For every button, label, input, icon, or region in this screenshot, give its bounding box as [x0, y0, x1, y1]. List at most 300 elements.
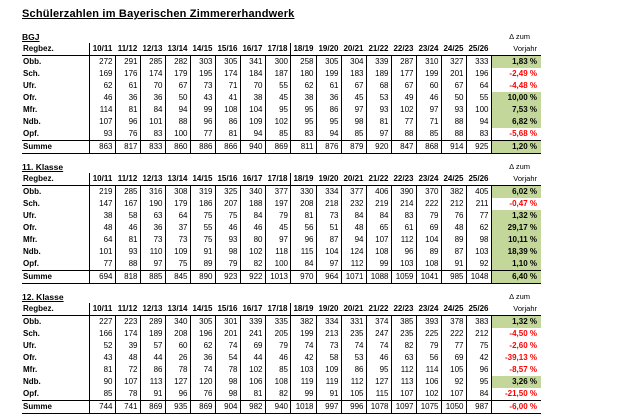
value-cell: 860 [165, 141, 190, 154]
column-header-regbez: Regbez. [22, 43, 90, 56]
value-cell: 73 [316, 210, 341, 222]
value-cell: 85 [341, 128, 366, 141]
value-cell: 316 [140, 186, 165, 199]
value-cell: 62 [291, 80, 317, 92]
value-cell: 102 [240, 246, 265, 258]
value-cell: 105 [441, 364, 466, 376]
value-cell: 339 [240, 316, 265, 329]
value-cell: 101 [90, 246, 116, 258]
value-cell: 987 [466, 401, 491, 414]
value-cell: 920 [366, 141, 391, 154]
value-cell: 817 [115, 141, 140, 154]
value-cell: 304 [341, 56, 366, 69]
column-header-year: 13/14 [167, 174, 188, 183]
value-cell: 77 [90, 258, 116, 271]
value-cell: 81 [240, 388, 265, 401]
value-cell: 925 [466, 141, 491, 154]
value-cell: 922 [240, 271, 265, 284]
row-label: Sch. [22, 198, 90, 210]
value-cell: 90 [90, 376, 116, 388]
value-cell: 378 [441, 316, 466, 329]
column-header-vorjahr: Vorjahr [513, 44, 537, 53]
value-cell: 741 [115, 401, 140, 414]
value-cell: 222 [416, 198, 441, 210]
value-cell: 48 [341, 222, 366, 234]
value-cell: 335 [265, 316, 291, 329]
value-cell: 997 [316, 401, 341, 414]
value-cell: 86 [341, 364, 366, 376]
column-header-year: 22/23 [393, 174, 414, 183]
value-cell: 46 [90, 92, 116, 104]
section-label: 11. Klasse [22, 162, 64, 172]
value-cell: 81 [115, 104, 140, 116]
value-cell: 78 [115, 388, 140, 401]
value-cell: 187 [265, 68, 291, 80]
value-cell: 110 [140, 246, 165, 258]
value-cell: 81 [215, 128, 240, 141]
value-cell: 112 [341, 376, 366, 388]
value-cell: 301 [215, 316, 240, 329]
value-cell: 112 [341, 258, 366, 271]
klasse-12-table [22, 303, 541, 414]
value-cell: 107 [90, 116, 116, 128]
value-cell: 95 [366, 364, 391, 376]
column-header-year: 15/16 [217, 304, 238, 313]
value-cell: 44 [140, 352, 165, 364]
delta-cell: 1,32 % [491, 316, 541, 329]
value-cell: 36 [115, 92, 140, 104]
table-row [22, 328, 541, 340]
value-cell: 46 [115, 222, 140, 234]
value-cell: 50 [165, 92, 190, 104]
column-header-year: 14/15 [192, 304, 213, 313]
value-cell: 74 [215, 340, 240, 352]
value-cell: 73 [165, 234, 190, 246]
column-header-year: 18/19 [293, 44, 314, 53]
value-cell: 1048 [466, 271, 491, 284]
value-cell: 1013 [265, 271, 291, 284]
delta-cell: 1,32 % [491, 210, 541, 222]
value-cell: 79 [265, 210, 291, 222]
value-cell: 109 [165, 246, 190, 258]
value-cell: 77 [391, 116, 416, 128]
row-label: Ndb. [22, 246, 90, 258]
table-row [22, 56, 541, 69]
table-row [22, 186, 541, 199]
value-cell: 53 [341, 352, 366, 364]
column-header-year: 21/22 [368, 304, 389, 313]
value-cell: 222 [441, 328, 466, 340]
value-cell: 84 [341, 210, 366, 222]
value-cell: 339 [366, 56, 391, 69]
delta-cell: 6,40 % [491, 271, 541, 284]
table-row [22, 210, 541, 222]
delta-cell: -5,68 % [509, 129, 537, 138]
value-cell: 65 [366, 222, 391, 234]
table-row [22, 116, 541, 128]
value-cell: 94 [165, 104, 190, 116]
value-cell: 86 [215, 116, 240, 128]
table-row [22, 92, 541, 104]
value-cell: 89 [441, 234, 466, 246]
delta-cell: 10,11 % [491, 234, 541, 246]
value-cell: 53 [366, 92, 391, 104]
delta-cell: 18,39 % [491, 246, 541, 258]
value-cell: 108 [265, 376, 291, 388]
value-cell: 1078 [366, 401, 391, 414]
value-cell: 88 [441, 128, 466, 141]
value-cell: 205 [265, 328, 291, 340]
value-cell: 115 [366, 388, 391, 401]
value-cell: 232 [341, 198, 366, 210]
row-label: Summe [22, 141, 90, 154]
delta-header-line1: Δ zum [509, 292, 530, 301]
table-row [22, 364, 541, 376]
value-cell: 76 [190, 388, 215, 401]
value-cell: 75 [165, 258, 190, 271]
value-cell: 88 [441, 116, 466, 128]
value-cell: 390 [391, 186, 416, 199]
value-cell: 818 [115, 271, 140, 284]
value-cell: 61 [115, 80, 140, 92]
value-cell: 94 [316, 128, 341, 141]
value-cell: 964 [316, 271, 341, 284]
value-cell: 45 [265, 222, 291, 234]
delta-cell: 6,02 % [491, 186, 541, 199]
value-cell: 305 [316, 56, 341, 69]
value-cell: 91 [441, 258, 466, 271]
value-cell: 85 [265, 364, 291, 376]
value-cell: 183 [341, 68, 366, 80]
value-cell: 108 [416, 258, 441, 271]
value-cell: 46 [240, 222, 265, 234]
value-cell: 67 [341, 80, 366, 92]
value-cell: 71 [416, 116, 441, 128]
delta-cell: 1,10 % [491, 258, 541, 271]
value-cell: 107 [441, 388, 466, 401]
column-header-year: 21/22 [368, 174, 389, 183]
column-header-year: 18/19 [293, 174, 314, 183]
value-cell: 38 [291, 92, 317, 104]
value-cell: 26 [165, 352, 190, 364]
value-cell: 85 [265, 128, 291, 141]
column-header-year: 12/13 [142, 304, 163, 313]
column-header-year: 16/17 [242, 174, 263, 183]
delta-cell: 1,83 % [491, 56, 541, 69]
value-cell: 195 [190, 68, 215, 80]
value-cell: 285 [140, 56, 165, 69]
value-cell: 109 [316, 364, 341, 376]
value-cell: 282 [165, 56, 190, 69]
value-cell: 69 [416, 222, 441, 234]
value-cell: 127 [165, 376, 190, 388]
value-cell: 81 [115, 234, 140, 246]
value-cell: 207 [215, 198, 240, 210]
value-cell: 82 [240, 258, 265, 271]
value-cell: 196 [466, 68, 491, 80]
column-header-year: 12/13 [142, 44, 163, 53]
value-cell: 219 [366, 198, 391, 210]
value-cell: 235 [341, 328, 366, 340]
section-label: 12. Klasse [22, 292, 64, 302]
value-cell: 1097 [391, 401, 416, 414]
value-cell: 74 [291, 340, 317, 352]
value-cell: 99 [190, 104, 215, 116]
value-cell: 935 [165, 401, 190, 414]
value-cell: 235 [391, 328, 416, 340]
delta-cell: 6,82 % [491, 116, 541, 128]
column-header-year: 14/15 [192, 174, 213, 183]
value-cell: 272 [90, 56, 116, 69]
value-cell: 97 [140, 258, 165, 271]
row-label: Opf. [22, 388, 90, 401]
value-cell: 225 [416, 328, 441, 340]
value-cell: 102 [240, 364, 265, 376]
klasse-11-table [22, 173, 541, 284]
value-cell: 92 [466, 258, 491, 271]
value-cell: 95 [466, 376, 491, 388]
value-cell: 55 [190, 222, 215, 234]
value-cell: 36 [190, 352, 215, 364]
value-cell: 127 [366, 376, 391, 388]
delta-cell: 10,00 % [491, 92, 541, 104]
value-cell: 55 [466, 92, 491, 104]
value-cell: 91 [316, 388, 341, 401]
value-cell: 79 [265, 340, 291, 352]
bgj-table [22, 43, 541, 154]
value-cell: 102 [265, 116, 291, 128]
value-cell: 1059 [391, 271, 416, 284]
value-cell: 184 [240, 68, 265, 80]
value-cell: 886 [190, 141, 215, 154]
value-cell: 46 [265, 352, 291, 364]
value-cell: 208 [165, 328, 190, 340]
table-row [22, 80, 541, 92]
value-cell: 970 [291, 271, 317, 284]
value-cell: 863 [90, 141, 116, 154]
column-header-year: 22/23 [393, 44, 414, 53]
value-cell: 84 [240, 210, 265, 222]
value-cell: 64 [466, 80, 491, 92]
value-cell: 95 [316, 116, 341, 128]
column-header-regbez: Regbez. [22, 173, 90, 186]
value-cell: 48 [90, 222, 116, 234]
value-cell: 744 [90, 401, 116, 414]
value-cell: 108 [215, 104, 240, 116]
value-cell: 70 [140, 80, 165, 92]
value-cell: 340 [165, 316, 190, 329]
column-header-year: 20/21 [343, 174, 364, 183]
row-label: Ufr. [22, 340, 90, 352]
column-header-vorjahr: Vorjahr [513, 174, 537, 183]
value-cell: 393 [416, 316, 441, 329]
table-row [22, 340, 541, 352]
column-header-year: 10/11 [92, 304, 113, 313]
value-cell: 103 [466, 246, 491, 258]
value-cell: 186 [190, 198, 215, 210]
value-cell: 38 [90, 210, 116, 222]
value-cell: 67 [165, 80, 190, 92]
delta-header-line1: Δ zum [509, 162, 530, 171]
value-cell: 374 [366, 316, 391, 329]
value-cell: 340 [240, 186, 265, 199]
delta-header-line1: Δ zum [509, 32, 530, 41]
value-cell: 303 [190, 56, 215, 69]
value-cell: 97 [416, 104, 441, 116]
value-cell: 330 [291, 186, 317, 199]
row-label: Obb. [22, 186, 90, 199]
section-header-row [22, 161, 534, 173]
value-cell: 42 [466, 352, 491, 364]
value-cell: 96 [466, 364, 491, 376]
value-cell: 84 [140, 104, 165, 116]
value-cell: 847 [391, 141, 416, 154]
delta-cell: -39,13 % [504, 353, 537, 362]
value-cell: 120 [190, 376, 215, 388]
value-cell: 305 [190, 316, 215, 329]
column-header-year: 16/17 [242, 304, 263, 313]
sum-row [22, 401, 541, 414]
value-cell: 104 [316, 246, 341, 258]
row-label: Mfr. [22, 234, 90, 246]
value-cell: 95 [291, 104, 317, 116]
value-cell: 169 [90, 68, 116, 80]
value-cell: 199 [316, 68, 341, 80]
value-cell: 74 [341, 340, 366, 352]
value-cell: 118 [265, 246, 291, 258]
value-cell: 103 [391, 258, 416, 271]
value-cell: 72 [115, 364, 140, 376]
table-row [22, 234, 541, 246]
value-cell: 179 [165, 68, 190, 80]
value-cell: 869 [190, 401, 215, 414]
value-cell: 64 [90, 234, 116, 246]
value-cell: 78 [165, 364, 190, 376]
value-cell: 88 [115, 258, 140, 271]
value-cell: 98 [215, 376, 240, 388]
column-header-year: 23/24 [418, 174, 439, 183]
row-label: Mfr. [22, 104, 90, 116]
value-cell: 39 [115, 340, 140, 352]
value-cell: 291 [115, 56, 140, 69]
row-label: Obb. [22, 56, 90, 69]
delta-cell: -0,47 % [509, 199, 537, 208]
value-cell: 104 [416, 234, 441, 246]
table-row [22, 388, 541, 401]
value-cell: 48 [441, 222, 466, 234]
column-header-year: 19/20 [318, 44, 339, 53]
value-cell: 377 [341, 186, 366, 199]
value-cell: 869 [140, 401, 165, 414]
value-cell: 48 [115, 352, 140, 364]
value-cell: 285 [115, 186, 140, 199]
value-cell: 811 [291, 141, 317, 154]
value-cell: 82 [265, 388, 291, 401]
value-cell: 49 [391, 92, 416, 104]
column-header-year: 25/26 [468, 44, 489, 53]
value-cell: 382 [291, 316, 317, 329]
value-cell: 176 [115, 68, 140, 80]
value-cell: 385 [391, 316, 416, 329]
value-cell: 377 [265, 186, 291, 199]
value-cell: 46 [416, 92, 441, 104]
row-label: Summe [22, 271, 90, 284]
column-header-regbez: Regbez. [22, 303, 90, 316]
value-cell: 87 [316, 234, 341, 246]
value-cell: 107 [391, 388, 416, 401]
table-row [22, 316, 541, 329]
value-cell: 213 [316, 328, 341, 340]
section-label: BGJ [22, 32, 40, 42]
value-cell: 81 [366, 116, 391, 128]
value-cell: 96 [291, 234, 317, 246]
value-cell: 97 [265, 234, 291, 246]
value-cell: 113 [140, 376, 165, 388]
row-label: Ndb. [22, 376, 90, 388]
table-row [22, 258, 541, 271]
value-cell: 79 [416, 210, 441, 222]
value-cell: 79 [416, 340, 441, 352]
value-cell: 78 [215, 364, 240, 376]
value-cell: 174 [140, 68, 165, 80]
value-cell: 36 [140, 92, 165, 104]
value-cell: 79 [215, 258, 240, 271]
value-cell: 76 [115, 128, 140, 141]
table-row [22, 104, 541, 116]
value-cell: 341 [240, 56, 265, 69]
delta-cell: 7,53 % [491, 104, 541, 116]
value-cell: 1041 [416, 271, 441, 284]
value-cell: 88 [165, 116, 190, 128]
value-cell: 96 [165, 388, 190, 401]
value-cell: 188 [240, 198, 265, 210]
value-cell: 177 [391, 68, 416, 80]
table-row [22, 352, 541, 364]
value-cell: 985 [441, 271, 466, 284]
row-label: Mfr. [22, 364, 90, 376]
column-header-year: 10/11 [92, 44, 113, 53]
value-cell: 115 [291, 246, 317, 258]
value-cell: 258 [291, 56, 317, 69]
value-cell: 289 [140, 316, 165, 329]
column-header-year: 19/20 [318, 174, 339, 183]
value-cell: 327 [441, 56, 466, 69]
value-cell: 84 [366, 210, 391, 222]
value-cell: 382 [441, 186, 466, 199]
value-cell: 310 [416, 56, 441, 69]
value-cell: 101 [140, 116, 165, 128]
value-cell: 97 [366, 128, 391, 141]
value-cell: 97 [316, 258, 341, 271]
table-section-bgj [22, 31, 537, 154]
value-cell: 51 [316, 222, 341, 234]
value-cell: 104 [240, 104, 265, 116]
value-cell: 58 [316, 352, 341, 364]
value-cell: 56 [291, 222, 317, 234]
column-header-year: 17/18 [265, 173, 291, 186]
value-cell: 167 [115, 198, 140, 210]
value-cell: 119 [291, 376, 317, 388]
table-row [22, 222, 541, 234]
table-row [22, 376, 541, 388]
row-label: Ndb. [22, 116, 90, 128]
value-cell: 197 [265, 198, 291, 210]
column-header-year: 20/21 [343, 304, 364, 313]
value-cell: 75 [190, 210, 215, 222]
value-cell: 103 [291, 364, 317, 376]
value-cell: 46 [215, 222, 240, 234]
value-cell: 100 [466, 104, 491, 116]
